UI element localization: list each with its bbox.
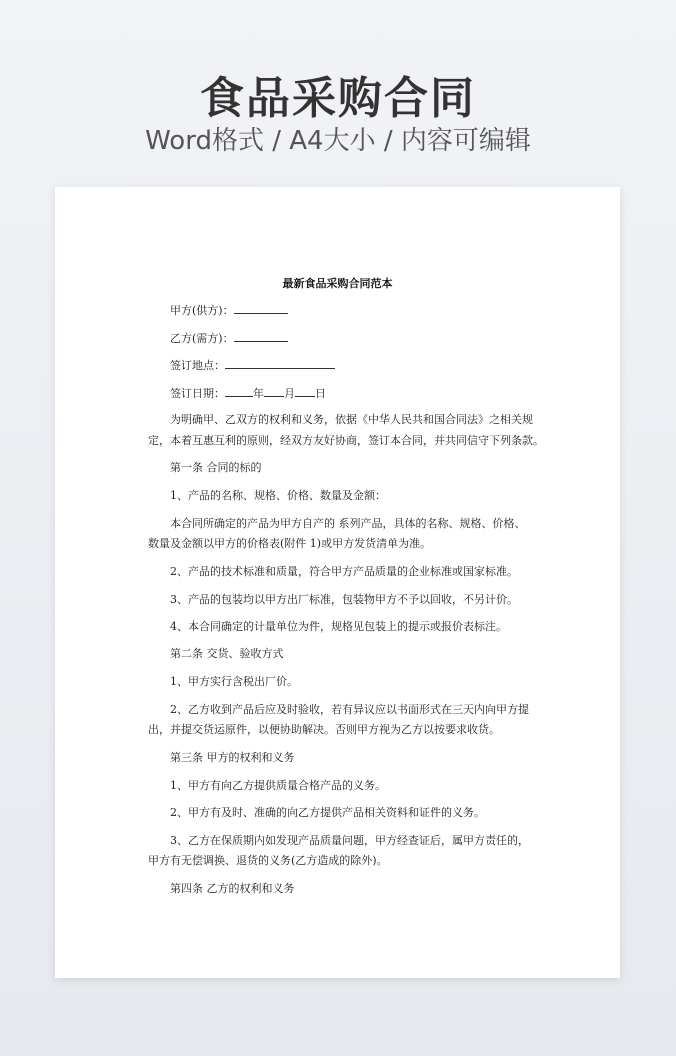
article-1-paragraph-line-2: 数量及金额以甲方的价格表(附件 1)或甲方发货清单为准。 [148, 537, 432, 550]
date-month: 月 [284, 387, 295, 400]
banner-title: 食品采购合同 [200, 73, 476, 124]
article-1-item-2: 2、产品的技术标准和质量，符合甲方产品质量的企业标准或国家标准。 [170, 565, 518, 578]
month-blank[interactable] [264, 385, 284, 397]
article-2-item-1: 1、甲方实行含税出厂价。 [170, 675, 298, 688]
article-3-item-3-line-2: 甲方有无偿调换、退货的义务(乙方造成的除外)。 [148, 854, 388, 867]
intro-line-1: 为明确甲、乙双方的权利和义务，依据《中华人民共和国合同法》之相关规 [170, 413, 533, 426]
article-3-item-2: 2、甲方有及时、准确的向乙方提供产品相关资料和证件的义务。 [170, 806, 485, 819]
document-page [55, 187, 620, 978]
party-b-line [170, 330, 288, 346]
party-b-label: 乙方(需方)： [170, 332, 234, 345]
party-b-blank[interactable] [234, 330, 288, 342]
article-3-item-3-line-1: 3、乙方在保质期内如发现产品质量问题，甲方经查证后，属甲方责任的， [170, 834, 529, 847]
location-label: 签订地点： [170, 359, 225, 372]
document-title: 最新食品采购合同范本 [282, 277, 393, 290]
intro-line-2: 定，本着互惠互利的原则，经双方友好协商，签订本合同，并共同信守下列条款。 [148, 434, 544, 447]
date-day: 日 [315, 387, 326, 400]
day-blank[interactable] [295, 385, 315, 397]
date-year: 年 [253, 387, 264, 400]
article-3-heading: 第三条 甲方的权利和义务 [170, 751, 295, 764]
article-2-item-2-line-1: 2、乙方收到产品后应及时验收，若有异议应以书面形式在三天内向甲方提 [170, 703, 529, 716]
article-2-item-2-line-2: 出，并提交货运原件，以便协助解决。否则甲方视为乙方以按要求收货。 [148, 723, 500, 736]
location-blank[interactable] [225, 357, 335, 369]
date-line [170, 385, 326, 401]
article-2-heading: 第二条 交货、验收方式 [170, 647, 284, 660]
location-line [170, 357, 335, 373]
party-a-label: 甲方(供方)： [170, 304, 234, 317]
party-a-line [170, 302, 288, 318]
article-1-item-3: 3、产品的包装均以甲方出厂标准，包装物甲方不予以回收，不另计价。 [170, 593, 518, 606]
article-1-item-4: 4、本合同确定的计量单位为件，规格见包装上的提示或报价表标注。 [170, 620, 507, 633]
article-1-heading: 第一条 合同的标的 [170, 461, 262, 474]
year-blank[interactable] [225, 385, 253, 397]
banner-subtitle: Word格式 / A4大小 / 内容可编辑 [145, 126, 531, 156]
party-a-blank[interactable] [234, 302, 288, 314]
article-1-paragraph-line-1: 本合同所确定的产品为甲方自产的 系列产品，具体的名称、规格、价格、 [170, 517, 526, 530]
article-4-heading: 第四条 乙方的权利和义务 [170, 882, 295, 895]
date-label: 签订日期： [170, 387, 225, 400]
article-1-item-1: 1、产品的名称、规格、价格、数量及金额： [170, 489, 386, 502]
article-3-item-1: 1、甲方有向乙方提供质量合格产品的义务。 [170, 779, 386, 792]
